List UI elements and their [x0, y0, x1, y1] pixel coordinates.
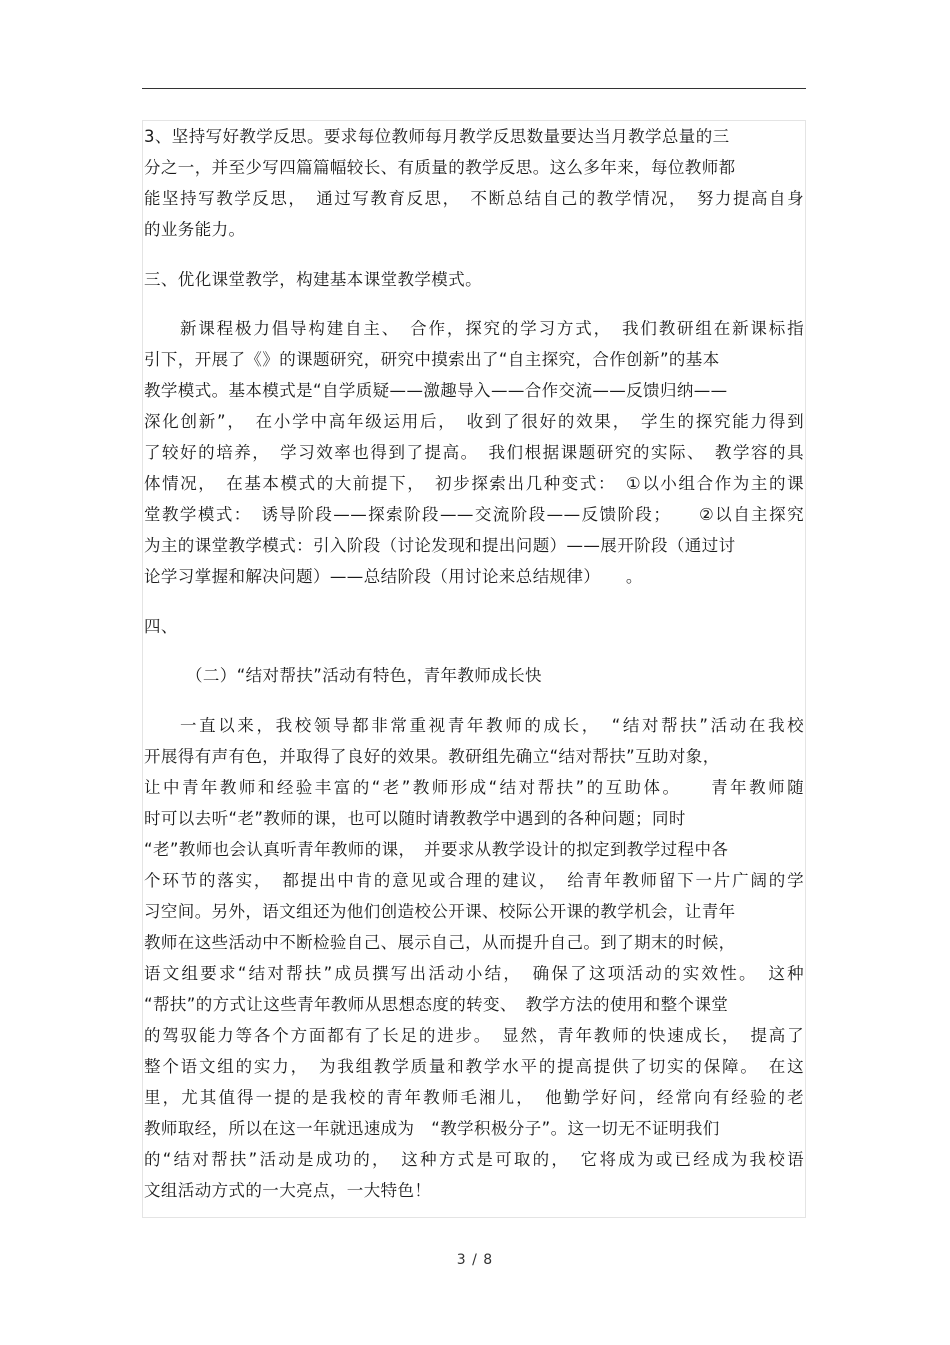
page-number: 3 / 8 — [456, 1252, 494, 1268]
text-line: 的业务能力。 — [144, 220, 246, 239]
text-line: 习空间。另外，语文组还为他们创造校公开课、校际公开课的教学机会，让青年 — [144, 902, 736, 921]
text-line: 分之一，并至少写四篇篇幅较长、有质量的教学反思。这么多年来，每位教师都 — [144, 158, 736, 177]
text-line: 教学模式。基本模式是“自学质疑——激趣导入——合作交流——反馈归纳—— — [144, 381, 728, 400]
text-line: 为主的课堂教学模式：引入阶段（讨论发现和提出问题）——展开阶段（通过讨 — [144, 536, 736, 555]
text-line: 文组活动方式的一大亮点，一大特色！ — [144, 1181, 432, 1200]
text-line: 能坚持写教学反思， 通过写教育反思， 不断总结自己的教学情况， 努力提高自身 — [144, 189, 804, 208]
text-line: 开展得有声有色，并取得了良好的效果。教研组先确立“结对帮扶”互助对象， — [144, 747, 720, 766]
text-line: 的“结对帮扶”活动是成功的， 这种方式是可取的， 它将成为或已经成为我校语 — [144, 1150, 804, 1169]
text-line: 语文组要求“结对帮扶”成员撰写出活动小结， 确保了这项活动的实效性。 这种 — [144, 964, 804, 983]
text-line: “老”教师也会认真听青年教师的课， 并要求从教学设计的拟定到教学过程中各 — [144, 840, 729, 859]
text-line: 论学习掌握和解决问题）——总结阶段（用讨论来总结规律） 。 — [144, 567, 643, 586]
section-heading: 三、优化课堂教学，构建基本课堂教学模式。 — [144, 270, 482, 289]
text-line: 个环节的落实， 都提出中肯的意见或合理的建议， 给青年教师留下一片广阔的学 — [144, 871, 804, 890]
text-line: 时可以去听“老”教师的课，也可以随时请教教学中遇到的各种问题；同时 — [144, 809, 686, 828]
text-line: 教师取经，所以在这一年就迅速成为 “教学积极分子”。这一切无不证明我们 — [144, 1119, 720, 1138]
text-line: 教师在这些活动中不断检验自己、展示自己，从而提升自己。到了期末的时候， — [144, 933, 736, 952]
text-line: 整个语文组的实力， 为我组教学质量和教学水平的提高提供了切实的保障。 在这 — [144, 1057, 804, 1076]
text-line: 堂教学模式： 诱导阶段——探索阶段——交流阶段——反馈阶段； ②以自主探究 — [144, 505, 804, 524]
text-line: 让中青年教师和经验丰富的“老”教师形成“结对帮扶”的互助体。 青年教师随 — [144, 778, 804, 797]
text-line: 新课程极力倡导构建自主、 合作，探究的学习方式， 我们教研组在新课标指 — [180, 319, 804, 338]
text-line: 一直以来，我校领导都非常重视青年教师的成长， “结对帮扶”活动在我校 — [180, 716, 804, 735]
text-line: 里，尤其值得一提的是我校的青年教师毛湘儿， 他勤学好问，经常向有经验的老 — [144, 1088, 804, 1107]
subsection-heading: （二）“结对帮扶”活动有特色，青年教师成长快 — [186, 666, 542, 685]
text-line: 深化创新”， 在小学中高年级运用后， 收到了很好的效果， 学生的探究能力得到 — [144, 412, 804, 431]
text-line: 引下，开展了《》的课题研究，研究中摸索出了“自主探究，合作创新”的基本 — [144, 350, 720, 369]
text-line: 3、坚持写好教学反思。要求每位教师每月教学反思数量要达当月教学总量的三 — [144, 127, 730, 146]
text-line: “帮扶”的方式让这些青年教师从思想态度的转变、 教学方法的使用和整个课堂 — [144, 995, 729, 1014]
section-heading: 四、 — [144, 617, 178, 636]
header-rule — [142, 88, 806, 89]
text-line: 体情况， 在基本模式的大前提下， 初步探索出几种变式： ①以小组合作为主的课 — [144, 474, 804, 493]
text-line: 的驾驭能力等各个方面都有了长足的进步。 显然，青年教师的快速成长， 提高了 — [144, 1026, 804, 1045]
text-line: 了较好的培养， 学习效率也得到了提高。 我们根据课题研究的实际、 教学容的具 — [144, 443, 804, 462]
